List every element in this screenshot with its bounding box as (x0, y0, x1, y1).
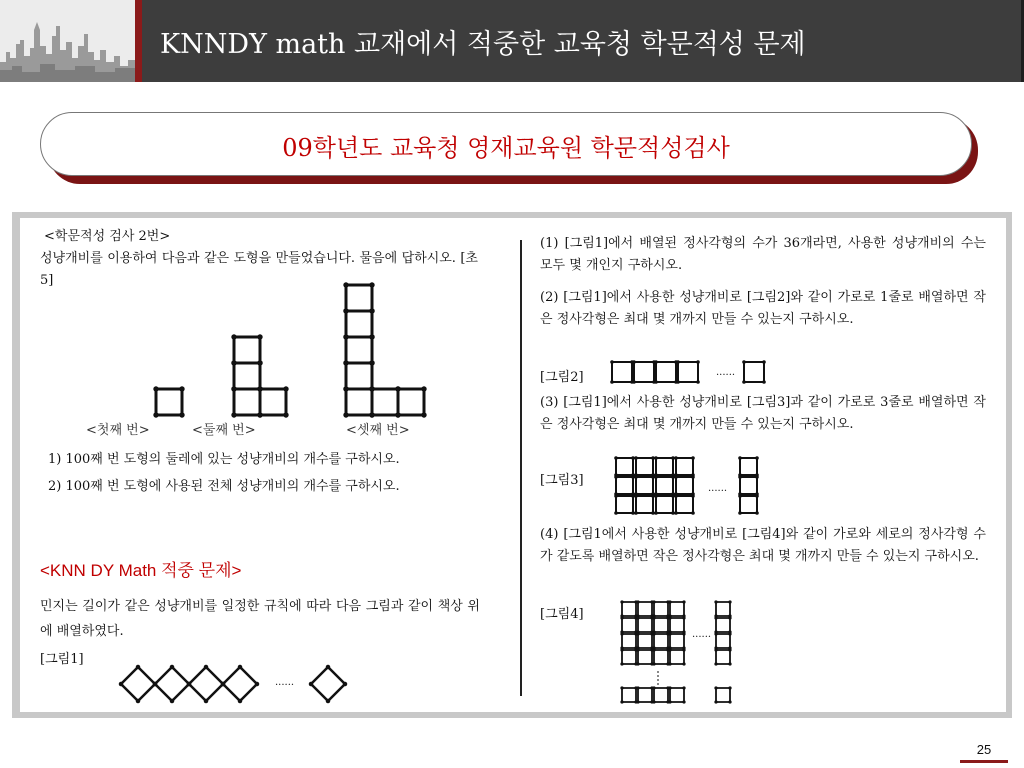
matchstick-head (187, 682, 192, 687)
matchstick (121, 684, 138, 701)
figure-1-diamonds (116, 662, 356, 708)
knn-problem-text: 민지는 길이가 같은 성냥개비를 일정한 규칙에 따라 다음 그림과 같이 책상 위에 배열하였다. (40, 599, 480, 639)
matchstick-head (714, 632, 717, 635)
matchstick (189, 684, 206, 701)
matchstick (328, 667, 345, 684)
fig3-ellipsis: ...... (708, 483, 728, 494)
header-accent-stripe (135, 0, 142, 82)
matchstick-head (654, 494, 658, 498)
matchstick-head (674, 456, 678, 460)
matchstick-head (369, 386, 374, 391)
matchstick-head (652, 600, 655, 603)
matchstick-head (652, 632, 655, 635)
matchstick-head (714, 616, 717, 619)
right-question-4: (4) [그림1에서 사용한 성냥개비로 [그림4]와 같이 가로와 세로의 정사각형 수가 같도록 배열하면 작은 정사각형은 최대 몇 개까지 만들 수 있는지 구하시오. (540, 527, 986, 564)
matchstick-head (738, 494, 742, 498)
matchstick-head (620, 686, 623, 689)
right-question-3: (3) [그림1]에서 사용한 성냥개비로 [그림3]과 같이 가로로 3줄로 배열하면 작은 정사각형은 최대 몇 개까지 만들 수 있는지 구하시오. (540, 395, 986, 432)
matchstick-head (652, 648, 655, 651)
matchstick-head (620, 600, 623, 603)
matchstick-head (343, 308, 348, 313)
matchstick-head (153, 386, 158, 391)
matchstick-head (654, 456, 658, 460)
matchstick-head (620, 632, 623, 635)
matchstick (155, 684, 172, 701)
matchstick-head (714, 686, 717, 689)
matchstick (121, 667, 138, 684)
matchstick (172, 684, 189, 701)
matchstick-head (634, 475, 638, 479)
page-number: 25 (976, 742, 992, 757)
matchstick-head (620, 648, 623, 651)
matchstick-head (668, 648, 671, 651)
stage-label-second: <둘째 번> (192, 423, 256, 438)
grid-ellipsis-dot (657, 675, 659, 677)
matchstick (138, 667, 155, 684)
matchstick-head (395, 386, 400, 391)
matchstick-head (668, 616, 671, 619)
matchstick-head (668, 686, 671, 689)
matchstick (311, 684, 328, 701)
matchstick-head (634, 456, 638, 460)
matchstick-head (668, 600, 671, 603)
matchstick-head (636, 616, 639, 619)
header-bar (0, 0, 1024, 82)
right-question-1: (1) [그림1]에서 배열된 정사각형의 수가 36개라면, 사용한 성냥개비의 수는 모두 몇 개인지 구하시오. (540, 236, 986, 273)
matchstick (172, 667, 189, 684)
matchstick-head (614, 494, 618, 498)
matchstick-head (738, 475, 742, 479)
matchstick (155, 667, 172, 684)
fig1-label: [그림1] (40, 652, 84, 667)
figure-3-three-rows (614, 456, 774, 516)
matchstick (223, 684, 240, 701)
matchstick-head (231, 360, 236, 365)
matchstick (206, 667, 223, 684)
matchstick-head (652, 686, 655, 689)
grid-ellipsis-dot (657, 671, 659, 673)
problem-intro: 성냥개비를 이용하여 다음과 같은 도형을 만들었습니다. 물음에 답하시오. [초5] (40, 251, 478, 288)
matchstick-head (632, 360, 636, 364)
matchstick-head (153, 682, 158, 687)
page-number-underline (960, 760, 1008, 763)
matchstick-head (676, 360, 680, 364)
matchstick-head (636, 600, 639, 603)
matchstick-head (636, 648, 639, 651)
matchstick (138, 684, 155, 701)
knn-heading: <KNN DY Math 적중 문제> (40, 561, 242, 580)
section-banner (40, 112, 972, 176)
fig2-ellipsis: ...... (716, 367, 736, 378)
city-skyline-image (0, 0, 135, 82)
figure-2-single-row (610, 360, 770, 388)
stage-label-first: <첫째 번> (86, 423, 150, 438)
matchstick (240, 667, 257, 684)
matchstick-head (654, 475, 658, 479)
matchstick-head (231, 334, 236, 339)
question-2: 2) 100째 번 도형에 사용된 전체 성냥개비의 개수를 구하시오. (48, 479, 400, 494)
column-divider (520, 240, 522, 696)
matchstick-head (636, 632, 639, 635)
matchstick (328, 684, 345, 701)
matchstick-head (674, 475, 678, 479)
matchstick-head (343, 334, 348, 339)
fig1-ellipsis: ...... (275, 677, 295, 688)
matchstick-head (610, 360, 614, 364)
matchstick-head (636, 686, 639, 689)
matchstick-head (714, 600, 717, 603)
matchstick-head (652, 616, 655, 619)
matchstick (311, 667, 328, 684)
matchstick-head (674, 494, 678, 498)
problem-title: <학문적성 검사 2번> (44, 229, 171, 244)
grid-ellipsis-dot (657, 679, 659, 681)
question-1: 1) 100째 번 도형의 둘레에 있는 성냥개비의 개수를 구하시오. (48, 452, 400, 467)
matchstick-head (634, 494, 638, 498)
matchstick-head (620, 616, 623, 619)
matchstick-head (231, 386, 236, 391)
matchstick (223, 667, 240, 684)
matchstick-head (343, 386, 348, 391)
stage-label-third: <셋째 번> (346, 423, 410, 438)
matchstick-head (119, 682, 124, 687)
fig4-label: [그림4] (540, 607, 584, 622)
matchstick-head (221, 682, 226, 687)
right-question-2: (2) [그림1]에서 사용한 성냥개비로 [그림2]와 같이 가로로 1줄로 배열하면 작은 정사각형은 최대 몇 개까지 만들 수 있는지 구하시오. (540, 290, 986, 327)
grid-ellipsis-dot (657, 683, 659, 685)
matchstick (240, 684, 257, 701)
matchstick-stages-figure (140, 282, 430, 422)
matchstick (189, 667, 206, 684)
matchstick-head (257, 386, 262, 391)
matchstick-head (742, 360, 746, 364)
matchstick-head (738, 456, 742, 460)
fig4-ellipsis: ...... (692, 629, 712, 640)
matchstick-head (614, 475, 618, 479)
fig2-label: [그림2] (540, 370, 584, 385)
matchstick-head (654, 360, 658, 364)
matchstick-head (714, 648, 717, 651)
skyline-graphic (0, 0, 135, 82)
fig3-label: [그림3] (540, 473, 584, 488)
banner-title: 09학년도 교육청 영재교육원 학문적성검사 (282, 134, 730, 162)
matchstick-head (343, 282, 348, 287)
matchstick-head (614, 456, 618, 460)
matchstick-head (668, 632, 671, 635)
figure-4-square-grid (620, 600, 740, 708)
matchstick-head (309, 682, 314, 687)
page-title: KNNDY math 교재에서 적중한 교육청 학문적성 문제 (160, 29, 806, 60)
matchstick-head (343, 360, 348, 365)
matchstick (206, 684, 223, 701)
